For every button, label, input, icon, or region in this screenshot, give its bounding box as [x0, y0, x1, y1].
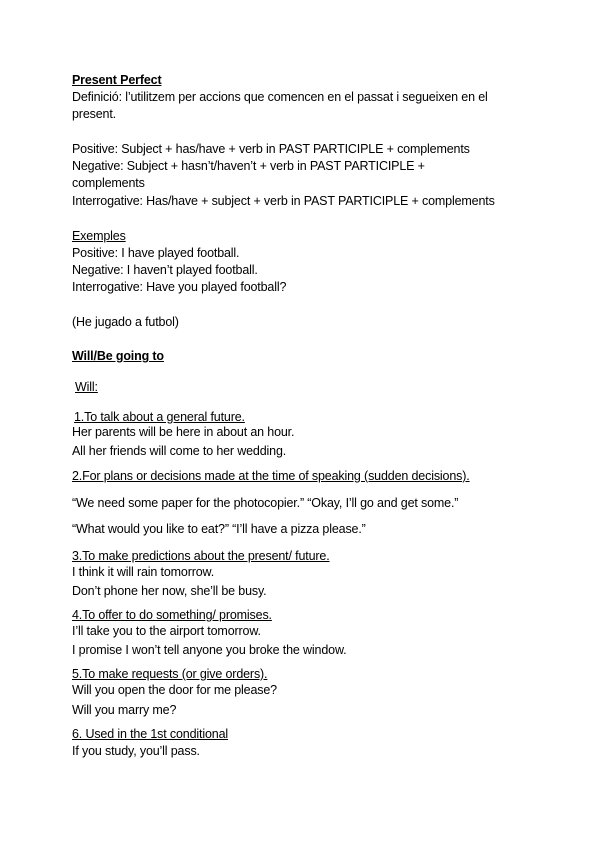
- use-5-heading: 5.To make requests (or give orders).: [72, 667, 268, 681]
- use-3-example-1: I think it will rain tomorrow.: [72, 565, 215, 579]
- will-heading: Will:: [75, 380, 98, 394]
- use-6-example-1: If you study, you’ll pass.: [72, 744, 200, 758]
- examples-heading: Exemples: [72, 229, 126, 243]
- definition-line-2: present.: [72, 107, 116, 121]
- negative-rule-line-2: complements: [72, 176, 145, 190]
- use-4-example-1: I’ll take you to the airport tomorrow.: [72, 624, 261, 638]
- positive-rule: Positive: Subject + has/have + verb in PAST PARTICIPLE + complements: [72, 142, 470, 156]
- will-going-to-title: Will/Be going to: [72, 349, 164, 363]
- use-3-example-2: Don’t phone her now, she’ll be busy.: [72, 584, 267, 598]
- use-5-example-1: Will you open the door for me please?: [72, 683, 277, 697]
- interrogative-rule: Interrogative: Has/have + subject + verb in PAST PARTICIPLE + complements: [72, 194, 495, 208]
- use-2-example-2: “What would you like to eat?” “I’ll have a pizza please.”: [72, 522, 366, 536]
- use-6-heading: 6. Used in the 1st conditional: [72, 727, 229, 741]
- use-1-heading: 1.To talk about a general future.: [74, 410, 245, 424]
- use-2-heading: 2.For plans or decisions made at the time of speaking (sudden decisions).: [72, 469, 470, 483]
- example-positive: Positive: I have played football.: [72, 246, 240, 260]
- use-4-example-2: I promise I won’t tell anyone you broke the window.: [72, 643, 347, 657]
- use-2-example-1: “We need some paper for the photocopier.” “Okay, I’ll go and get some.”: [72, 496, 459, 510]
- negative-rule-line-1: Negative: Subject + hasn’t/haven’t + verb in PAST PARTICIPLE +: [72, 159, 425, 173]
- use-5-example-2: Will you marry me?: [72, 703, 177, 717]
- example-negative: Negative: I haven’t played football.: [72, 263, 258, 277]
- use-1-example-1: Her parents will be here in about an hour.: [72, 425, 295, 439]
- present-perfect-title: Present Perfect: [72, 73, 162, 87]
- use-3-heading: 3.To make predictions about the present/ future.: [72, 549, 330, 563]
- definition-line-1: Definició: l’utilitzem per accions que comencen en el passat i segueixen en el: [72, 90, 488, 104]
- translation-note: (He jugado a futbol): [72, 315, 179, 329]
- use-1-example-2: All her friends will come to her wedding.: [72, 444, 287, 458]
- use-4-heading: 4.To offer to do something/ promises.: [72, 608, 272, 622]
- example-interrogative: Interrogative: Have you played football?: [72, 280, 287, 294]
